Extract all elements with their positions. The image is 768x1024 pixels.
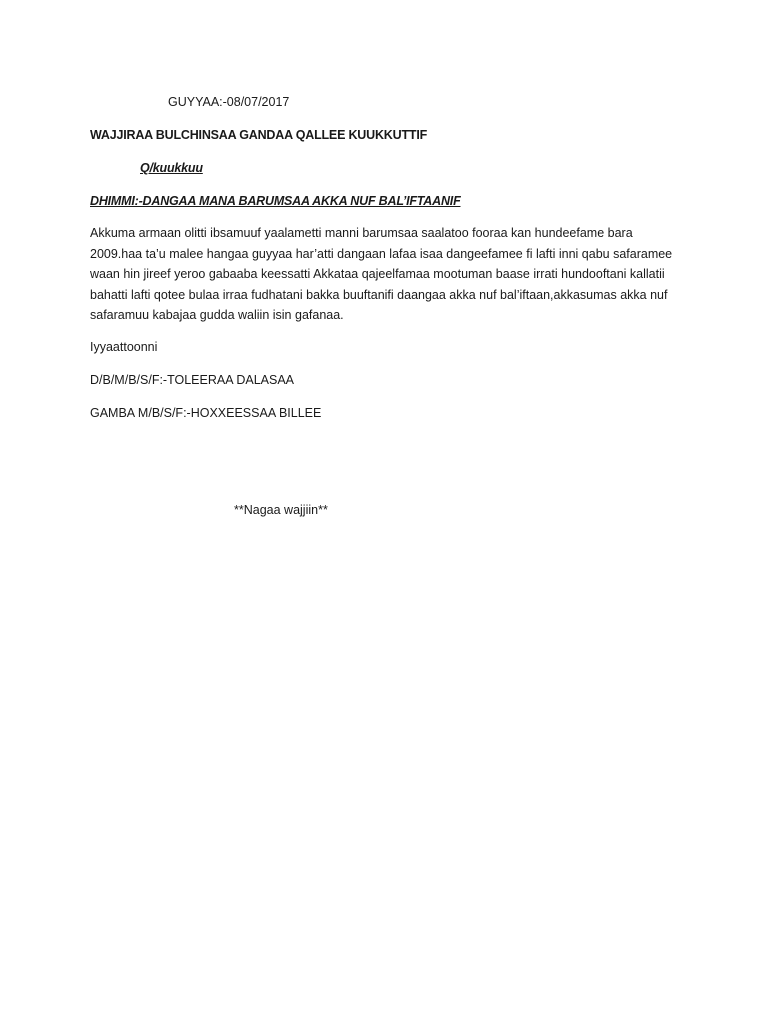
body-line: safaramuu kabajaa gudda waliin isin gafanaa. — [90, 308, 344, 322]
body-line: 2009.haa ta’u malee hangaa guyyaa har’atti dangaan lafaa isaa dangeefamee fi lafti inni qabu safaramee — [90, 246, 673, 261]
farewell-line: **Nagaa wajjiin** — [234, 503, 328, 517]
body-line: waan hin jireef yeroo gabaaba keessatti Akkataa qajeelfamaa mootuman baase irrati hundooftani kallatii — [90, 267, 665, 281]
letter-subject: DHIMMI:-DANGAA MANA BARUMSAA AKKA NUF BAL’IFTAANIF — [90, 194, 461, 208]
body-line: Akkuma armaan olitti ibsamuuf yaalametti manni barumsaa saalatoo fooraa kan hundeefame bara — [90, 226, 633, 240]
recipient-heading: WAJJIRAA BULCHINSAA GANDAA QALLEE KUUKKUTTIF — [90, 128, 428, 142]
recipient-location: Q/kuukkuu — [140, 161, 203, 175]
body-line: bahatti lafti qotee bulaa irraa fudhatani bakka buuftanifi daangaa akka nuf bal’iftaan,akkasumas akka nuf — [90, 287, 668, 302]
signatory-line-2: GAMBA M/B/S/F:-HOXXEESSAA BILLEE — [90, 406, 322, 420]
signatory-line-1: D/B/M/B/S/F:-TOLEERAA DALASAA — [90, 373, 294, 387]
letter-body — [90, 223, 690, 326]
letter-closing: Iyyaattoonni — [90, 340, 158, 354]
letter-date: GUYYAA:-08/07/2017 — [168, 95, 290, 109]
